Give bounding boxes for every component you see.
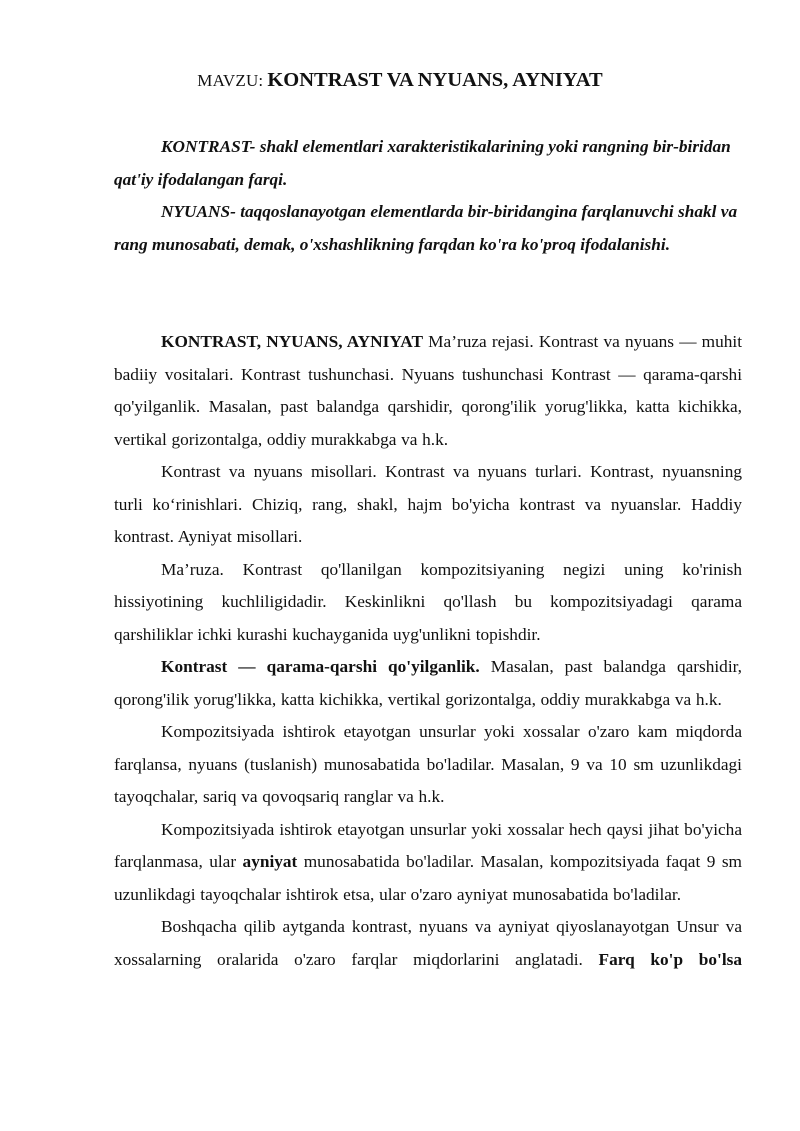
paragraph-text: Boshqacha qilib aytganda kontrast, nyuans va ayniyat qiyoslanayotgan Unsur va xossalarning oralarida o'zaro farqlar miqdorlarini anglatadi. xyxy=(114,917,742,969)
paragraph-contrast xyxy=(114,651,742,716)
title-main: KONTRAST VA NYUANS, AYNIYAT xyxy=(267,69,603,91)
paragraph-lead: Kontrast — qarama-qarshi qo'yilganlik. xyxy=(161,657,480,676)
page-title xyxy=(0,66,800,96)
definition-kontrast: KONTRAST- shakl elementlari xarakteristikalarining yoki rangning bir-biridan qat'iy ifodalangan farqi. xyxy=(114,137,731,189)
paragraph-bold-term: ayniyat xyxy=(242,852,298,871)
paragraph-identity xyxy=(114,814,742,912)
paragraph-nuance: Kompozitsiyada ishtirok etayotgan unsurlar yoki xossalar o'zaro kam miqdorda farqlansa, nyuans (tuslanish) munosabatida bo'ladilar. Masalan, 9 va 10 sm uzunlikdagi tayoqchalar, sariq va qovoqsariq ranglar va h.k. xyxy=(114,722,742,806)
paragraph-examples: Kontrast va nyuans misollari. Kontrast va nyuans turlari. Kontrast, nyuansning turli ko‘rinishlari. Chiziq, rang, shakl, hajm bo'yicha kontrast va nyuanslar. Haddiy kontrast. Ayniyat misollari. xyxy=(114,462,742,546)
paragraph-summary xyxy=(114,911,742,976)
document-body xyxy=(114,326,742,976)
paragraph-bold-term: Farq ko'p bo'lsa xyxy=(598,949,742,969)
paragraph-plan xyxy=(114,326,742,456)
paragraph-text: Kompozitsiyada ishtirok etayotgan unsurlar yoki xossalar hech qaysi jihat bo'yicha farqlanmasa, ular xyxy=(114,819,742,871)
paragraph-lecture: Ma’ruza. Kontrast qo'llanilgan kompozitsiyaning negizi uning ko'rinish hissiyotining kuchliligidadir. Keskinlikni qo'llash bu kompozitsiyadagi qarama qarshiliklar ichki kurashi kuchayganida uyg'unlikni topishdir. xyxy=(114,559,742,644)
title-label: MAVZU: xyxy=(197,71,264,90)
paragraph-lead: KONTRAST, NYUANS, AYNIYAT xyxy=(161,332,423,351)
paragraph-text: Masalan, past balandga qarshidir, qorong'ilik yorug'likka, katta kichikka, vertikal gorizontalga, oddiy murakkabga va h.k. xyxy=(114,657,742,709)
paragraph-text: Ma’ruza rejasi. Kontrast va nyuans — muhit badiiy vositalari. Kontrast tushunchasi. Nyuans tushunchasi Kontrast — qarama-qarshi qo'yilganlik. Masalan, past balandga qarshidir, qorong'ilik yorug'likka, katta kichikka, vertikal gorizontalga, oddiy murakkabga va h.k. xyxy=(114,332,742,449)
paragraph-text: munosabatida bo'ladilar. Masalan, kompozitsiyada faqat 9 sm uzunlikdagi tayoqchalar ishtirok etsa, ular o'zaro ayniyat munosabatida bo'ladilar. xyxy=(114,852,742,904)
definition-nyuans: NYUANS- taqqoslanayotgan elementlarda bir-biridangina farqlanuvchi shakl va rang munosabati, demak, o'xshashlikning farqdan ko'ra ko'proq ifodalanishi. xyxy=(114,202,738,254)
